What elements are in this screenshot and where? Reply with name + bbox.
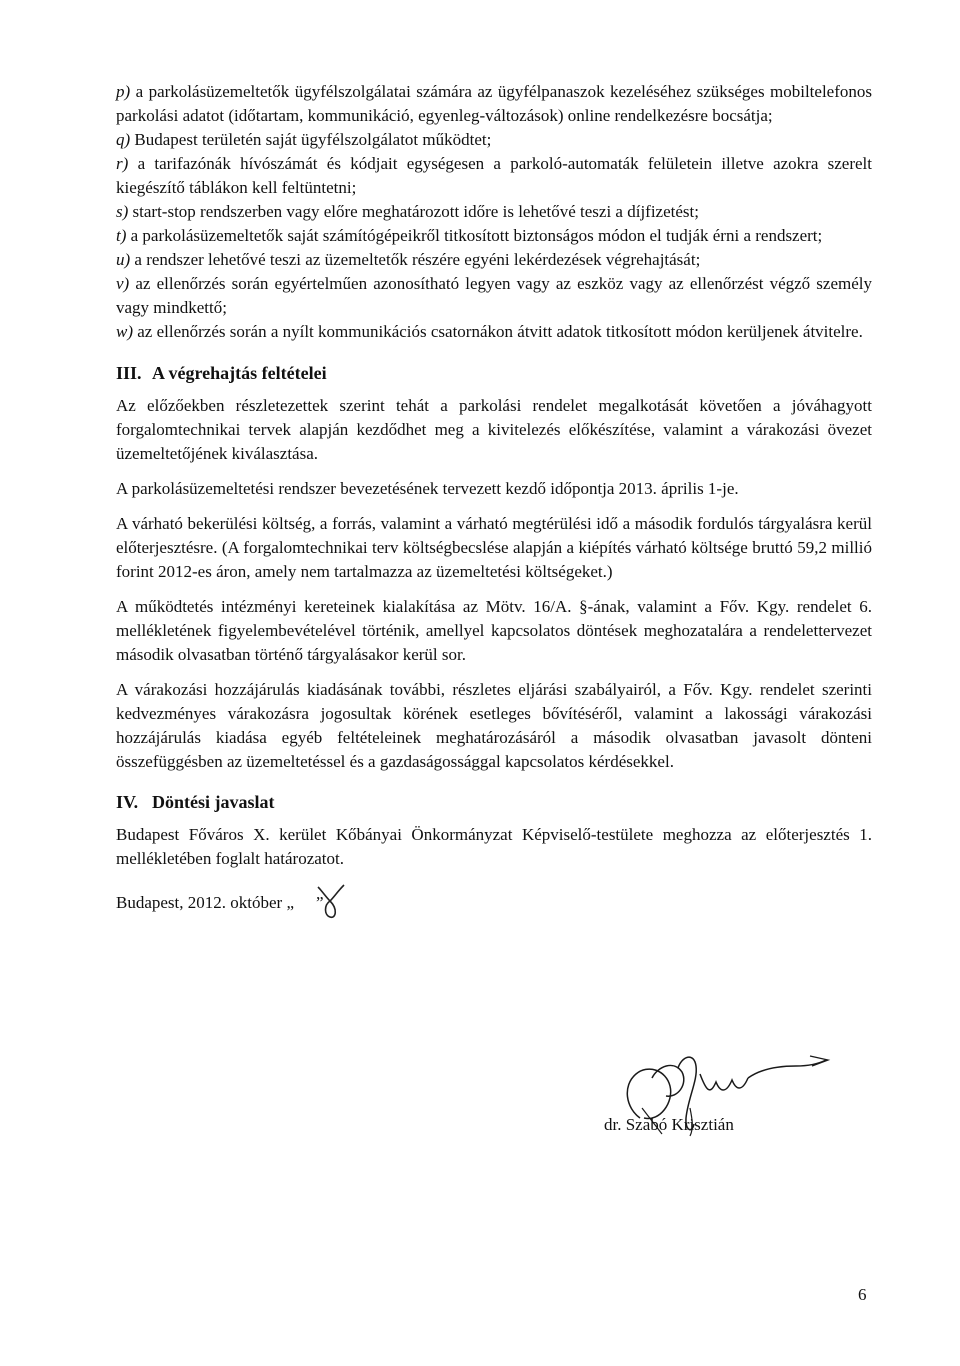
handwritten-day-mark <box>312 879 352 923</box>
list-item-marker: s) <box>116 202 129 221</box>
list-item-marker: r) <box>116 154 129 173</box>
list-item-text: a tarifazónák hívószámát és kódjait egységesen a parkoló-automaták felületein illetve azokra szerelt kiegészítő táblákon kell feltüntetni; <box>116 154 873 197</box>
date-line <box>116 891 872 921</box>
list-item <box>116 320 872 344</box>
paragraph: Budapest Főváros X. kerület Kőbányai Önkormányzat Képviselő-testülete meghozza az előterjesztés 1. mellékletében foglalt határozatot. <box>116 825 872 868</box>
list-item <box>116 128 872 152</box>
signer-name: dr. Szabó Krisztián <box>604 1115 734 1134</box>
list-item <box>116 200 872 224</box>
paragraph: A várakozási hozzájárulás kiadásának további, részletes eljárási szabályairól, a Főv. Kgy. rendelet szerinti kedvezményes várakozásra jogosultak körének esetleges bővítéséről, valamint a lakossági várakozási hozzájárulás kiadása egyéb feltételeinek meghatározásáról a második olvasatban javasolt dönteni összefüggésben az üzemeltetéssel és a gazdaságossággal kapcsolatos kérdésekkel. <box>116 680 872 771</box>
list-item <box>116 224 872 248</box>
section-4-title: Döntési javaslat <box>152 792 275 812</box>
paragraph: A működtetés intézményi kereteinek kialakítása az Mötv. 16/A. §-ának, valamint a Főv. Kgy. rendelet 6. mellékletének figyelembevételével történik, amellyel kapcsolatos döntések meghozatalára a rendelettervezet második olvasatban történő tárgyalásakor kerül sor. <box>116 597 872 664</box>
date-suffix: ” <box>316 893 324 912</box>
paragraph: Az előzőekben részletezettek szerint tehát a parkolási rendelet megalkotását követően a jóváhagyott forgalomtechnikai tervek alapján kezdődhet meg a kivitelezés előkészítése, valamint a várakozási övezet üzemeltetőjének kiválasztása. <box>116 396 872 463</box>
list-item-marker: t) <box>116 226 127 245</box>
date-prefix: Budapest, 2012. október „ <box>116 893 294 912</box>
section-3-number: III. <box>116 363 142 383</box>
section-3-body <box>116 394 872 774</box>
list-item-text: a rendszer lehetővé teszi az üzemeltetők részére egyéni lekérdezések végrehajtását; <box>134 250 701 269</box>
section-4-body <box>116 823 872 871</box>
list-item-text: Budapest területén saját ügyfélszolgálatot működtet; <box>134 130 492 149</box>
page-number: 6 <box>858 1285 867 1304</box>
section-4-number: IV. <box>116 792 139 812</box>
section-3-title: A végrehajtás feltételei <box>152 363 327 383</box>
list-item-marker: u) <box>116 250 131 269</box>
list-item <box>116 248 872 272</box>
list-item-marker: p) <box>116 82 131 101</box>
paragraph: A várható bekerülési költség, a forrás, valamint a várható megtérülési idő a második fordulós tárgyalásra kerül előterjesztésre. (A forgalomtechnikai terv költségbecslése alapján a kiépítés várható költsége bruttó 59,2 millió forint 2012-es áron, amely nem tartalmazza az üzemeltetési költségeket.) <box>116 514 872 581</box>
document-body <box>116 80 872 921</box>
list-item-text: a parkolásüzemeltetők ügyfélszolgálatai számára az ügyfélpanaszok kezeléséhez szükséges mobiltelefonos parkolási adatot (időtartam, kommunikáció, egyenleg-változások) online rendelkezésre bocsátja; <box>116 82 872 125</box>
list-item-text: start-stop rendszerben vagy előre meghatározott időre is lehetővé teszi a díjfizetést; <box>132 202 699 221</box>
list-item-marker: q) <box>116 130 131 149</box>
list-item-text: az ellenőrzés során egyértelműen azonosítható legyen vagy az eszköz vagy az ellenőrzést végző személy vagy mindkettő; <box>116 274 873 317</box>
list-item <box>116 272 872 320</box>
list-item-text: az ellenőrzés során a nyílt kommunikációs csatornákon átvitt adatok titkosított módon kerüljenek átvitelre. <box>137 322 863 341</box>
requirement-list <box>116 80 872 344</box>
list-item <box>116 152 872 200</box>
list-item <box>116 80 872 128</box>
section-4-heading <box>116 789 872 815</box>
list-item-marker: v) <box>116 274 130 293</box>
paragraph: A parkolásüzemeltetési rendszer bevezetésének tervezett kezdő időpontja 2013. április 1-je. <box>116 479 739 498</box>
list-item-text: a parkolásüzemeltetők saját számítógépeikről titkosított biztonságos módon el tudják érni a rendszert; <box>130 226 823 245</box>
section-3-heading <box>116 360 872 386</box>
list-item-marker: w) <box>116 322 133 341</box>
